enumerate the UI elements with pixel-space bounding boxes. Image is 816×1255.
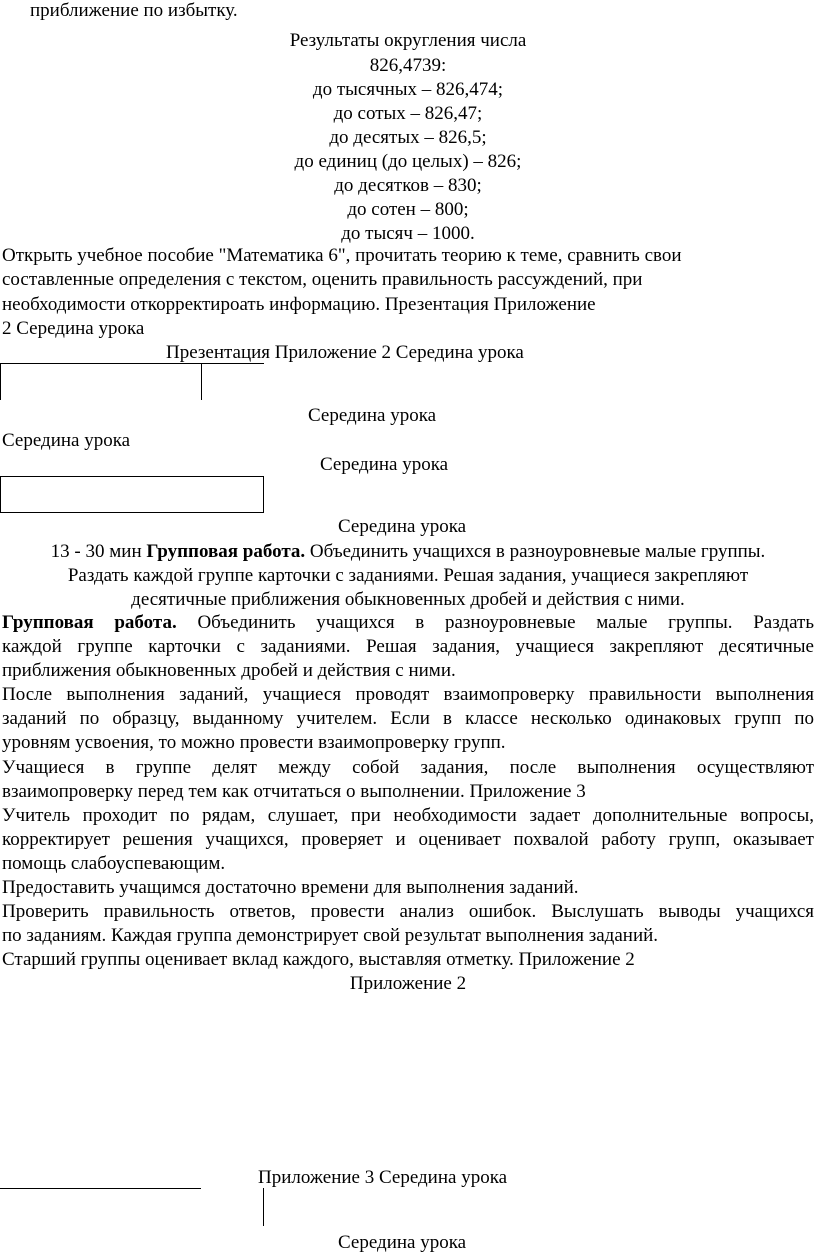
fragment-line-1: [166, 342, 524, 364]
group-para-1-line-2: каждой группе карточки с заданиями. Решая задания, учащиеся закрепляют десятичные: [2, 636, 814, 657]
group-para-1-line-3: приближения обыкновенных дробей и действия с ними.: [2, 660, 456, 681]
group-para-7: [2, 949, 635, 971]
result-hundredths: до сотых – 826,47;: [333, 103, 483, 124]
table-rule: [0, 363, 1, 400]
appendix-ref: Приложение 2: [513, 949, 635, 970]
group-para-text: Объединить учащихся в разноуровневые малые группы. Раздать: [176, 612, 814, 633]
group-work-title: Групповая работа.: [2, 612, 177, 633]
group-para-2-line-2: заданий по образцу, выданному учителем. Если в классе несколько одинаковых групп по: [2, 708, 814, 729]
fragment-mid-lesson: Середина урока: [378, 1167, 508, 1188]
table-rule: [201, 363, 202, 400]
bottom-fragment-line: [258, 1167, 507, 1189]
textbook-mid-lesson: Середина урока: [16, 318, 145, 339]
appendix-2-label: Приложение 2: [349, 973, 467, 994]
group-work-text: Объединить учащихся в разноуровневые малые группы.: [305, 541, 766, 562]
group-para-6-line-2: по заданиям. Каждая группа демонстрирует свой результат выполнения заданий.: [2, 925, 659, 946]
table-box: [0, 476, 264, 513]
fragment-line-2: [308, 405, 436, 427]
group-centered-line-3: десятичные приближения обыкновенных дробей и действия с ними.: [131, 589, 685, 610]
group-centered-line-1: [0, 541, 816, 563]
group-para-2-line-1: После выполнения заданий, учащиеся проводят взаимопроверку правильности выполнения: [2, 684, 814, 705]
result-units: до единиц (до целых) – 826;: [294, 151, 522, 172]
group-centered-line-2: Раздать каждой группе карточки с заданиями. Решая задания, учащиеся закрепляют: [67, 565, 749, 586]
group-para-2-line-3: уровням усвоения, то можно провести взаимопроверку групп.: [2, 732, 506, 753]
time-label: 13 - 30 мин: [50, 541, 142, 562]
group-para-4-line-2: корректирует решения учащихся, проверяет и оценивает похвалой работу групп, оказывает: [2, 829, 814, 850]
group-para-5: Предоставить учащимся достаточно времени для выполнения заданий.: [2, 877, 579, 898]
result-tenths: до десятых – 826,5;: [329, 127, 487, 148]
appendix-3-label: Приложение 3: [258, 1167, 375, 1188]
group-para-text: Старший группы оценивает вклад каждого, выставляя отметку.: [2, 949, 514, 970]
table-rule: [263, 1188, 264, 1226]
result-tens: до десятков – 830;: [334, 175, 482, 196]
bottom-mid-lesson: Середина урока: [338, 1232, 467, 1253]
table-rule: [0, 1188, 201, 1189]
intro-fragment: приближение по избытку.: [30, 0, 238, 21]
group-para-6-line-1: Проверить правильность ответов, провести анализ ошибок. Выслушать выводы учащихся: [2, 901, 814, 922]
results-heading: Результаты округления числа: [289, 30, 527, 51]
group-work-title: Групповая работа.: [146, 541, 306, 562]
textbook-appendix-number: 2: [2, 318, 12, 339]
fragment-line-5: Середина урока: [338, 516, 467, 537]
result-hundreds: до сотен – 800;: [347, 199, 469, 220]
fragment-presentation: Презентация Приложение 2: [166, 342, 392, 363]
fragment-mid-lesson: Середина урока: [308, 405, 437, 426]
group-para-4-line-3: помощь слабоуспевающим.: [2, 853, 226, 874]
fragment-mid-lesson: Середина урока: [395, 342, 524, 363]
group-para-1-line-1: [2, 612, 814, 634]
results-number: 826,4739:: [369, 55, 447, 76]
textbook-line-4: [2, 318, 144, 340]
textbook-line-3: необходимости откорректироать информацию. Презентация Приложение: [2, 294, 596, 315]
fragment-mid-lesson: Середина урока: [320, 454, 449, 475]
result-thousands: до тысяч – 1000.: [341, 223, 475, 244]
textbook-line-1: Открыть учебное пособие "Математика 6", прочитать теорию к теме, сравнить свои: [2, 245, 682, 266]
fragment-mid-lesson: Середина урока: [2, 430, 131, 451]
textbook-line-2: составленные определения с текстом, оценить правильность рассуждений, при: [2, 269, 643, 290]
group-para-3-line-1: Учащиеся в группе делят между собой задания, после выполнения осуществляют: [2, 757, 814, 778]
group-para-3-line-2: взаимопроверку перед тем как отчитаться о выполнении. Приложение 3: [2, 781, 586, 802]
fragment-line-4: [320, 454, 448, 476]
fragment-line-3: [2, 430, 130, 452]
table-rule: [0, 363, 264, 364]
group-para-4-line-1: Учитель проходит по рядам, слушает, при необходимости задает дополнительные вопросы,: [2, 805, 814, 826]
result-thousandths: до тысячных – 826,474;: [312, 79, 504, 100]
